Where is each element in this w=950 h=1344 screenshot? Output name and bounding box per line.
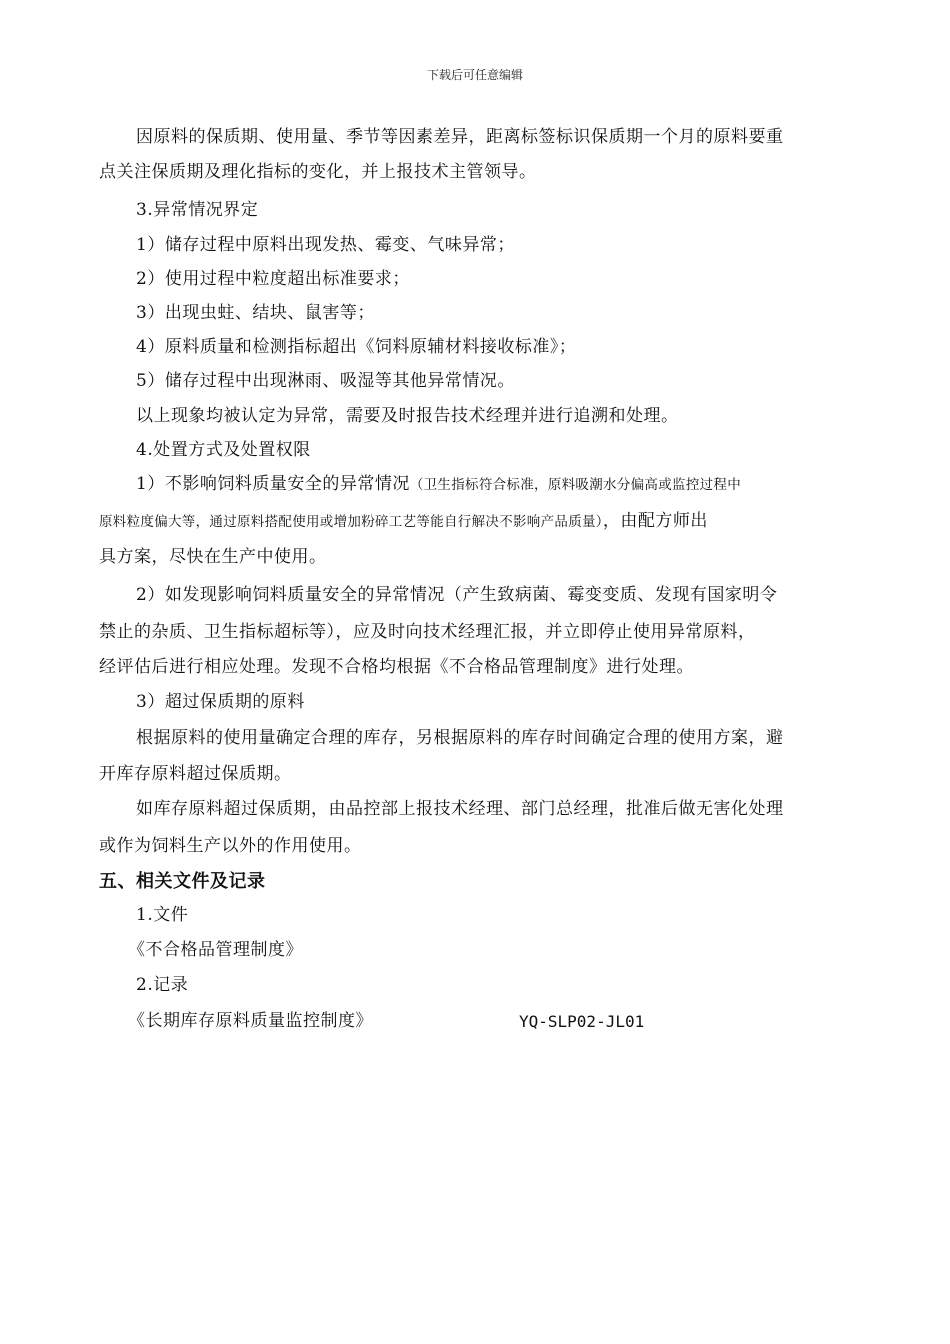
list-item: 5）储存过程中出现淋雨、吸湿等其他异常情况。	[136, 371, 515, 391]
subsection-title: 2.记录	[136, 975, 189, 995]
list-item: 4）原料质量和检测指标超出《饲料原辅材料接收标准》；	[136, 337, 577, 357]
subsection-title: 1.文件	[136, 905, 189, 925]
file-entry: 《不合格品管理制度》	[128, 940, 303, 960]
list-item-note: （卫生指标符合标准，原料吸潮水分偏高或监控过程中	[409, 477, 742, 493]
paragraph-line: 根据原料的使用量确定合理的库存，另根据原料的库存时间确定合理的使用方案，避	[136, 728, 784, 748]
paragraph-line: 点关注保质期及理化指标的变化，并上报技术主管领导。	[99, 162, 537, 182]
list-item-lead: 1）不影响饲料质量安全的异常情况	[136, 474, 410, 494]
paragraph-line: 如库存原料超过保质期，由品控部上报技术经理、部门总经理，批准后做无害化处理	[136, 799, 784, 819]
paragraph-line: 以上现象均被认定为异常，需要及时报告技术经理并进行追溯和处理。	[136, 406, 679, 426]
list-item: 2）使用过程中粒度超出标准要求；	[136, 269, 410, 289]
page-header: 下载后可任意编辑	[426, 68, 523, 82]
section-title: 4.处置方式及处置权限	[136, 440, 311, 460]
list-item	[136, 472, 741, 497]
list-item-note: 原料粒度偏大等，通过原料搭配使用或增加粉碎工艺等能自行解决不影响产品质量）	[99, 514, 603, 530]
list-item: 3）出现虫蛀、结块、鼠害等；	[136, 303, 375, 323]
paragraph-line: 经评估后进行相应处理。发现不合格均根据《不合格品管理制度》进行处理。	[99, 657, 694, 677]
record-name: 《长期库存原料质量监控制度》	[128, 1011, 373, 1031]
list-item-tail: ，由配方师出	[602, 511, 708, 531]
list-item: 1）储存过程中原料出现发热、霉变、气味异常；	[136, 235, 515, 255]
paragraph-line: 或作为饲料生产以外的作用使用。	[99, 836, 362, 856]
paragraph-line: 具方案，尽快在生产中使用。	[99, 547, 327, 567]
paragraph-line: 禁止的杂质、卫生指标超标等），应及时向技术经理汇报，并立即停止使用异常原料，	[99, 622, 756, 642]
section-heading: 五、相关文件及记录	[99, 871, 266, 892]
record-code: YQ-SLP02-JL01	[519, 1012, 645, 1031]
list-item: 3）超过保质期的原料	[136, 692, 305, 712]
paragraph-line: 因原料的保质期、使用量、季节等因素差异，距离标签标识保质期一个月的原料要重	[136, 127, 784, 147]
paragraph-line: 开库存原料超过保质期。	[99, 764, 292, 784]
paragraph-line	[99, 509, 708, 534]
list-item: 2）如发现影响饲料质量安全的异常情况（产生致病菌、霉变变质、发现有国家明令	[136, 585, 778, 605]
section-title: 3.异常情况界定	[136, 200, 259, 220]
